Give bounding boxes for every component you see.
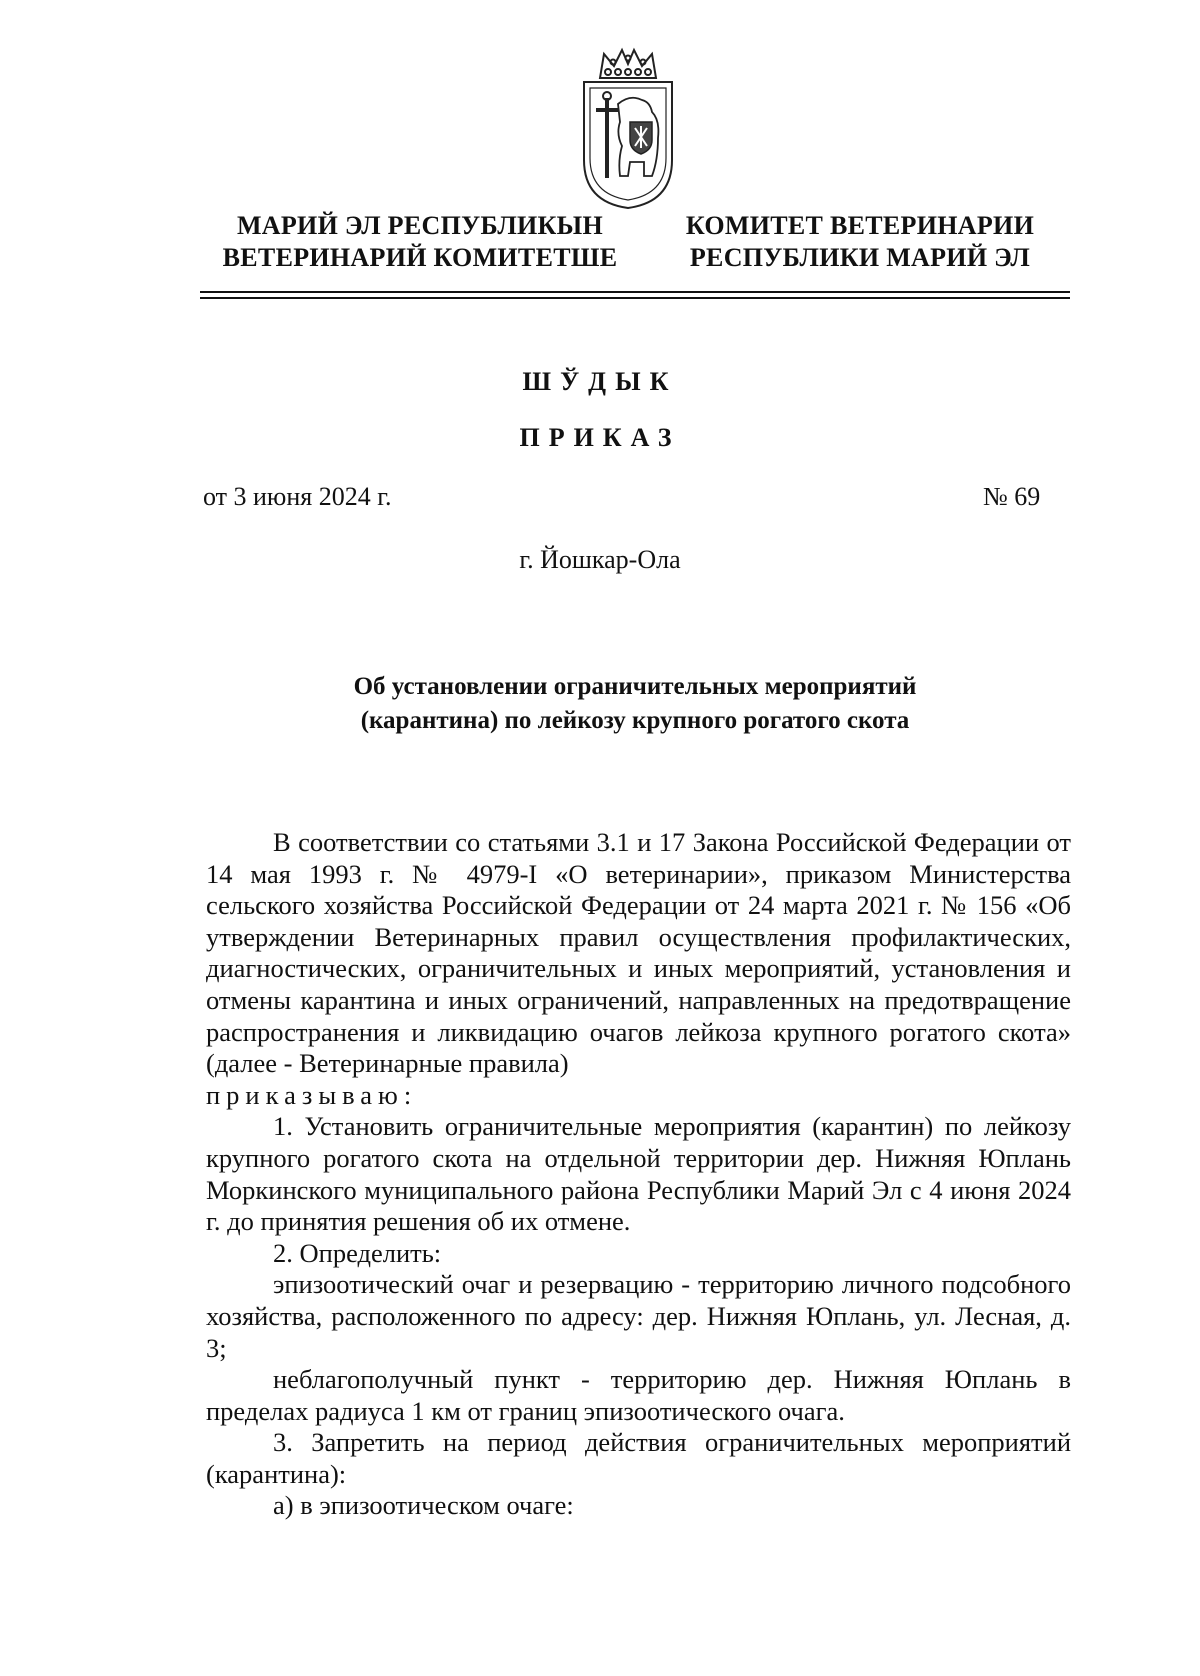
header-left-line-1: МАРИЙ ЭЛ РЕСПУБЛИКЫН xyxy=(236,211,604,240)
header-right-line-1: КОМИТЕТ ВЕТЕРИНАРИИ xyxy=(685,211,1035,240)
header-left-line-2: ВЕТЕРИНАРИЙ КОМИТЕТШЕ xyxy=(222,243,618,272)
item-2-paragraph: 2. Определить: xyxy=(273,1237,442,1268)
order-title xyxy=(200,670,1070,738)
order-number: № 69 xyxy=(983,482,1041,511)
coat-of-arms-emblem xyxy=(578,42,678,212)
order-title-line-2: (карантина) по лейкозу крупного рогатого скота xyxy=(360,707,910,734)
item-3a-paragraph: а) в эпизоотическом очаге: xyxy=(273,1490,574,1521)
header-right-russian xyxy=(680,210,1040,274)
doc-type-russian: ПРИКАЗ xyxy=(519,423,681,452)
item-1-paragraph: 1. Установить ограничительные мероприятия (карантин) по лейкозу крупного рогатого скота на отдельной территории дер. Нижняя Юплань Моркинского муниципального района Республики Марий Эл с 4 июня 2024 г. до принятия решения об их отмене. xyxy=(206,1111,1071,1237)
order-title-line-1: Об установлении ограничительных мероприятий xyxy=(353,673,917,700)
order-date: от 3 июня 2024 г. xyxy=(203,482,392,511)
doc-type-mari: ШЎДЫК xyxy=(522,367,678,396)
header-divider-top xyxy=(200,291,1070,293)
preamble-paragraph: В соответствии со статьями 3.1 и 17 Закона Российской Федерации от 14 мая 1993 г. № 4979-I «О ветеринарии», приказом Министерства сельского хозяйства Российской Федерации от 24 марта 2021 г. № 156 «Об утверждении Ветеринарных правил осуществления профилактических, диагностических, ограничительных и иных мероприятий, установления и отмены карантина и иных ограничений, направленных на предотвращение распространения и ликвидацию очагов лейкоза крупного рогатого скота» (далее - Ветеринарные правила) xyxy=(206,827,1071,1079)
item-2b-paragraph: неблагополучный пункт - территорию дер. Нижняя Юплань в пределах радиуса 1 км от границ эпизоотического очага. xyxy=(206,1364,1071,1426)
order-word: приказываю: xyxy=(206,1079,418,1110)
header-right-line-2: РЕСПУБЛИКИ МАРИЙ ЭЛ xyxy=(689,243,1031,272)
order-city: г. Йошкар-Ола xyxy=(519,545,681,574)
item-2a-paragraph: эпизоотический очаг и резервацию - территорию личного подсобного хозяйства, расположенного по адресу: дер. Нижняя Юплань, ул. Лесная, д. 3; xyxy=(206,1269,1071,1363)
order-body xyxy=(206,827,1071,1522)
header-left-mari xyxy=(210,210,630,274)
header-divider-bottom xyxy=(200,297,1070,299)
item-3-paragraph: 3. Запретить на период действия ограничительных мероприятий (карантина): xyxy=(206,1427,1071,1489)
